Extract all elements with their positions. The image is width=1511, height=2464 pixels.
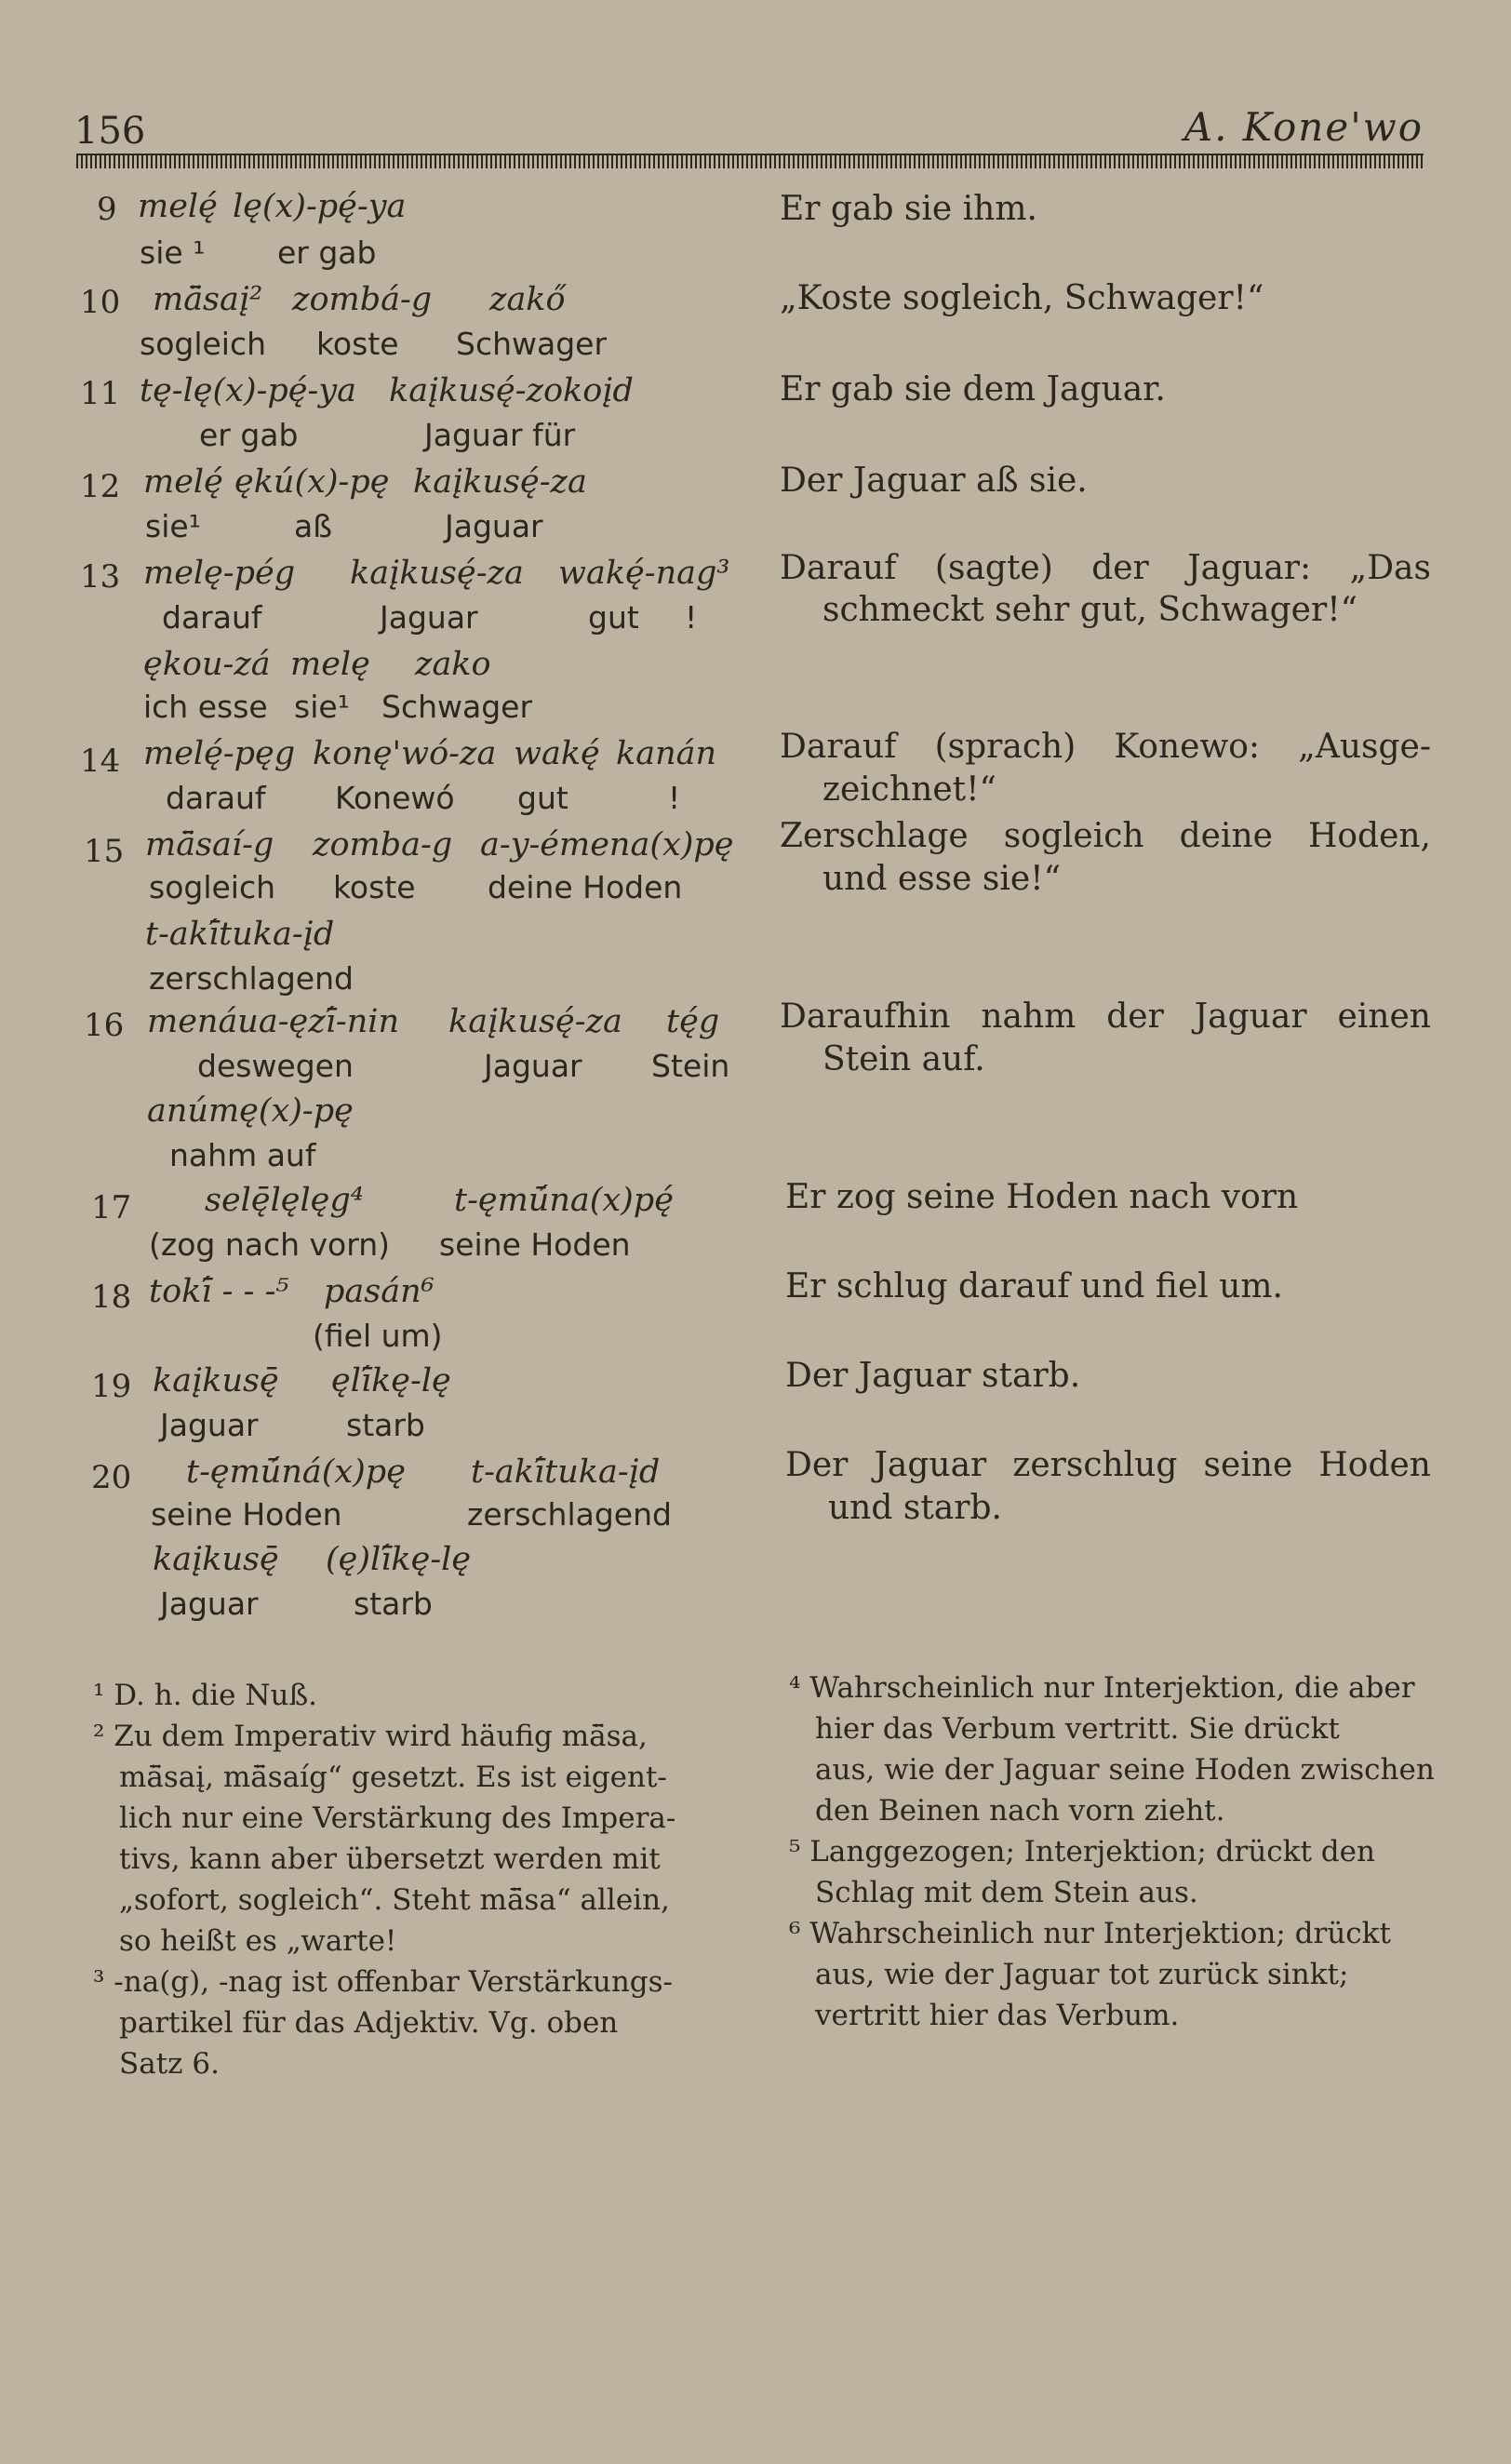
gloss: seine Hoden <box>439 1226 631 1263</box>
word: zako <box>415 646 491 683</box>
line-number: 20 <box>91 1459 132 1496</box>
word: tę́g <box>666 1003 720 1040</box>
line-number: 10 <box>80 284 121 321</box>
footnote: tivs, kann aber übersetzt werden mit <box>119 1842 661 1876</box>
gloss: sie¹ <box>294 689 350 725</box>
gloss: sie¹ <box>145 508 201 544</box>
gloss: sogleich <box>140 326 267 362</box>
gloss: deine Hoden <box>488 869 683 905</box>
word: melę <box>290 646 370 683</box>
gloss: seine Hoden <box>151 1496 342 1533</box>
footnote: „sofort, sogleich“. Steht mā̈sa“ allein, <box>119 1883 670 1917</box>
gloss: darauf <box>162 599 262 636</box>
gloss: Konewó <box>335 780 455 816</box>
line-number: 15 <box>84 833 125 870</box>
gloss: gut <box>588 599 639 636</box>
word: t-akī́tuka-įd <box>145 916 335 953</box>
footnote: ⁶ Wahrscheinlich nur Interjektion; drückt <box>789 1917 1391 1950</box>
word: ękú(x)-pę <box>234 463 390 501</box>
word: kaįkusę́-za <box>413 463 587 501</box>
german-translation: Er zog seine Hoden nach vorn <box>785 1178 1299 1216</box>
footnote: lich nur eine Verstärkung des Impera- <box>119 1801 676 1835</box>
word: anúmę(x)-pę <box>147 1092 354 1130</box>
gloss: Jaguar <box>380 599 478 636</box>
line-number: 14 <box>80 743 121 780</box>
word: zakő <box>489 281 566 318</box>
footnote: hier das Verbum vertritt. Sie drückt <box>815 1712 1340 1746</box>
gloss: ich esse <box>143 689 268 725</box>
word: t-akī́tuka-įd <box>471 1453 661 1491</box>
word: kaįkusę́-za <box>448 1003 622 1040</box>
gloss: gut <box>517 780 568 816</box>
word: wakę́-nag³ <box>558 555 730 592</box>
gloss: Jaguar für <box>424 417 576 453</box>
gloss: koste <box>333 869 416 905</box>
footnote: Satz 6. <box>119 2047 220 2081</box>
line-number: 9 <box>97 191 117 228</box>
word: zombá-g <box>292 281 433 318</box>
page-number: 156 <box>74 110 146 153</box>
word: kaįkusę́-zokoįd <box>389 372 634 409</box>
word: ęlī́kę-lę <box>331 1362 451 1399</box>
german-translation: Er gab sie dem Jaguar. <box>780 370 1166 408</box>
footnote: ² Zu dem Imperativ wird häufig mā̈sa, <box>93 1720 648 1753</box>
line-number: 17 <box>91 1189 132 1226</box>
footnote: so heißt es „warte! <box>119 1924 397 1958</box>
german-translation: Er schlug darauf und fiel um. <box>785 1267 1283 1306</box>
german-translation: zeichnet!“ <box>822 770 996 809</box>
gloss: Jaguar <box>160 1407 259 1443</box>
gloss: zerschlagend <box>467 1496 672 1533</box>
gloss: Jaguar <box>160 1586 259 1622</box>
word: lę(x)-pę́-ya <box>233 188 407 225</box>
gloss: Schwager <box>456 326 608 362</box>
header-rule <box>76 154 1424 168</box>
german-translation: und esse sie!“ <box>822 860 1062 898</box>
gloss: er gab <box>277 234 377 271</box>
footnote: ⁴ Wahrscheinlich nur Interjektion, die aber <box>789 1671 1415 1705</box>
line-number: 19 <box>91 1368 132 1405</box>
gloss: ! <box>685 599 698 636</box>
word: melę́ <box>143 463 223 501</box>
gloss: er gab <box>199 417 299 453</box>
gloss: nahm auf <box>169 1137 316 1173</box>
line-number: 18 <box>91 1279 132 1316</box>
footnote: mā̈saį, mā̈saíg“ gesetzt. Es ist eigent- <box>119 1761 667 1794</box>
gloss: (zog nach vorn) <box>149 1226 391 1263</box>
word: kaįkusę̄ <box>153 1541 279 1578</box>
german-translation: Der Jaguar zerschlug seine Hoden <box>785 1446 1431 1484</box>
word: melę́ <box>138 188 218 225</box>
german-translation: und starb. <box>828 1489 1002 1527</box>
gloss: aß <box>294 508 333 544</box>
gloss: starb <box>354 1586 433 1622</box>
german-translation: Darauf (sagte) der Jaguar: „Das <box>780 549 1431 587</box>
line-number: 11 <box>80 375 121 412</box>
footnote: den Beinen nach vorn zieht. <box>815 1794 1225 1828</box>
word: konę'wó-za <box>313 735 497 772</box>
german-translation: schmeckt sehr gut, Schwager!“ <box>822 591 1358 629</box>
gloss: ! <box>668 780 681 816</box>
gloss: Jaguar <box>445 508 543 544</box>
german-translation: „Koste sogleich, Schwager!“ <box>780 279 1264 317</box>
word: wakę́ <box>514 735 600 772</box>
word: (ę)lī́kę-lę <box>326 1541 472 1578</box>
footnote: aus, wie der Jaguar tot zurück sinkt; <box>815 1958 1349 1991</box>
gloss: sie ¹ <box>140 234 206 271</box>
footnote: ¹ D. h. die Nuß. <box>93 1679 318 1712</box>
footnote: partikel für das Adjektiv. Vg. oben <box>119 2006 619 2040</box>
gloss: starb <box>346 1407 425 1443</box>
german-translation: Stein auf. <box>822 1040 985 1078</box>
german-translation: Zerschlage sogleich deine Hoden, <box>780 817 1431 855</box>
footnote: ⁵ Langgezogen; Interjektion; drückt den <box>789 1835 1375 1868</box>
word: ękou-zá <box>143 646 271 683</box>
word: kaįkusę́-za <box>350 555 524 592</box>
gloss: koste <box>316 326 399 362</box>
word: zomba-g <box>313 826 453 864</box>
word: a-y-émena(x)pę <box>480 826 734 864</box>
footnote: ³ -na(g), -nag ist offenbar Verstärkungs- <box>93 1965 674 1999</box>
gloss: Jaguar <box>484 1048 582 1084</box>
word: mā̈saį² <box>153 281 263 318</box>
running-head: A. Kone'wo <box>1183 104 1424 150</box>
gloss: deswegen <box>197 1048 354 1084</box>
german-translation: Er gab sie ihm. <box>780 190 1037 228</box>
gloss: darauf <box>166 780 266 816</box>
word: mā̈saí-g <box>145 826 274 864</box>
gloss: Schwager <box>381 689 533 725</box>
line-number: 13 <box>80 558 121 596</box>
word: tokī́ - - -⁵ <box>149 1273 289 1310</box>
word: tę-lę(x)-pę́-ya <box>140 372 356 409</box>
word: selę̄lęlęg⁴ <box>205 1182 364 1219</box>
gloss: (fiel um) <box>313 1318 443 1354</box>
gloss: Stein <box>651 1048 730 1084</box>
german-translation: Darauf (sprach) Konewo: „Ausge- <box>780 728 1431 766</box>
gloss: zerschlagend <box>149 960 354 997</box>
word: kaįkusę̄ <box>153 1362 279 1399</box>
word: kanán <box>616 735 717 772</box>
footnote: vertritt hier das Verbum. <box>815 1999 1180 2032</box>
word: t-ęmū́ná(x)pę <box>186 1453 406 1491</box>
word: melę́-pęg <box>143 735 296 772</box>
word: pasán⁶ <box>324 1273 435 1310</box>
word: t-ęmū́na(x)pę́ <box>454 1182 674 1219</box>
gloss: sogleich <box>149 869 276 905</box>
line-number: 12 <box>80 468 121 505</box>
word: melę-pég <box>143 555 296 592</box>
footnote: Schlag mit dem Stein aus. <box>815 1876 1198 1909</box>
german-translation: Daraufhin nahm der Jaguar einen <box>780 998 1431 1036</box>
line-number: 16 <box>84 1007 125 1044</box>
german-translation: Der Jaguar starb. <box>785 1357 1081 1395</box>
german-translation: Der Jaguar aß sie. <box>780 462 1088 500</box>
footnote: aus, wie der Jaguar seine Hoden zwischen <box>815 1753 1435 1787</box>
word: menáua-ęzī́-nin <box>147 1003 399 1040</box>
